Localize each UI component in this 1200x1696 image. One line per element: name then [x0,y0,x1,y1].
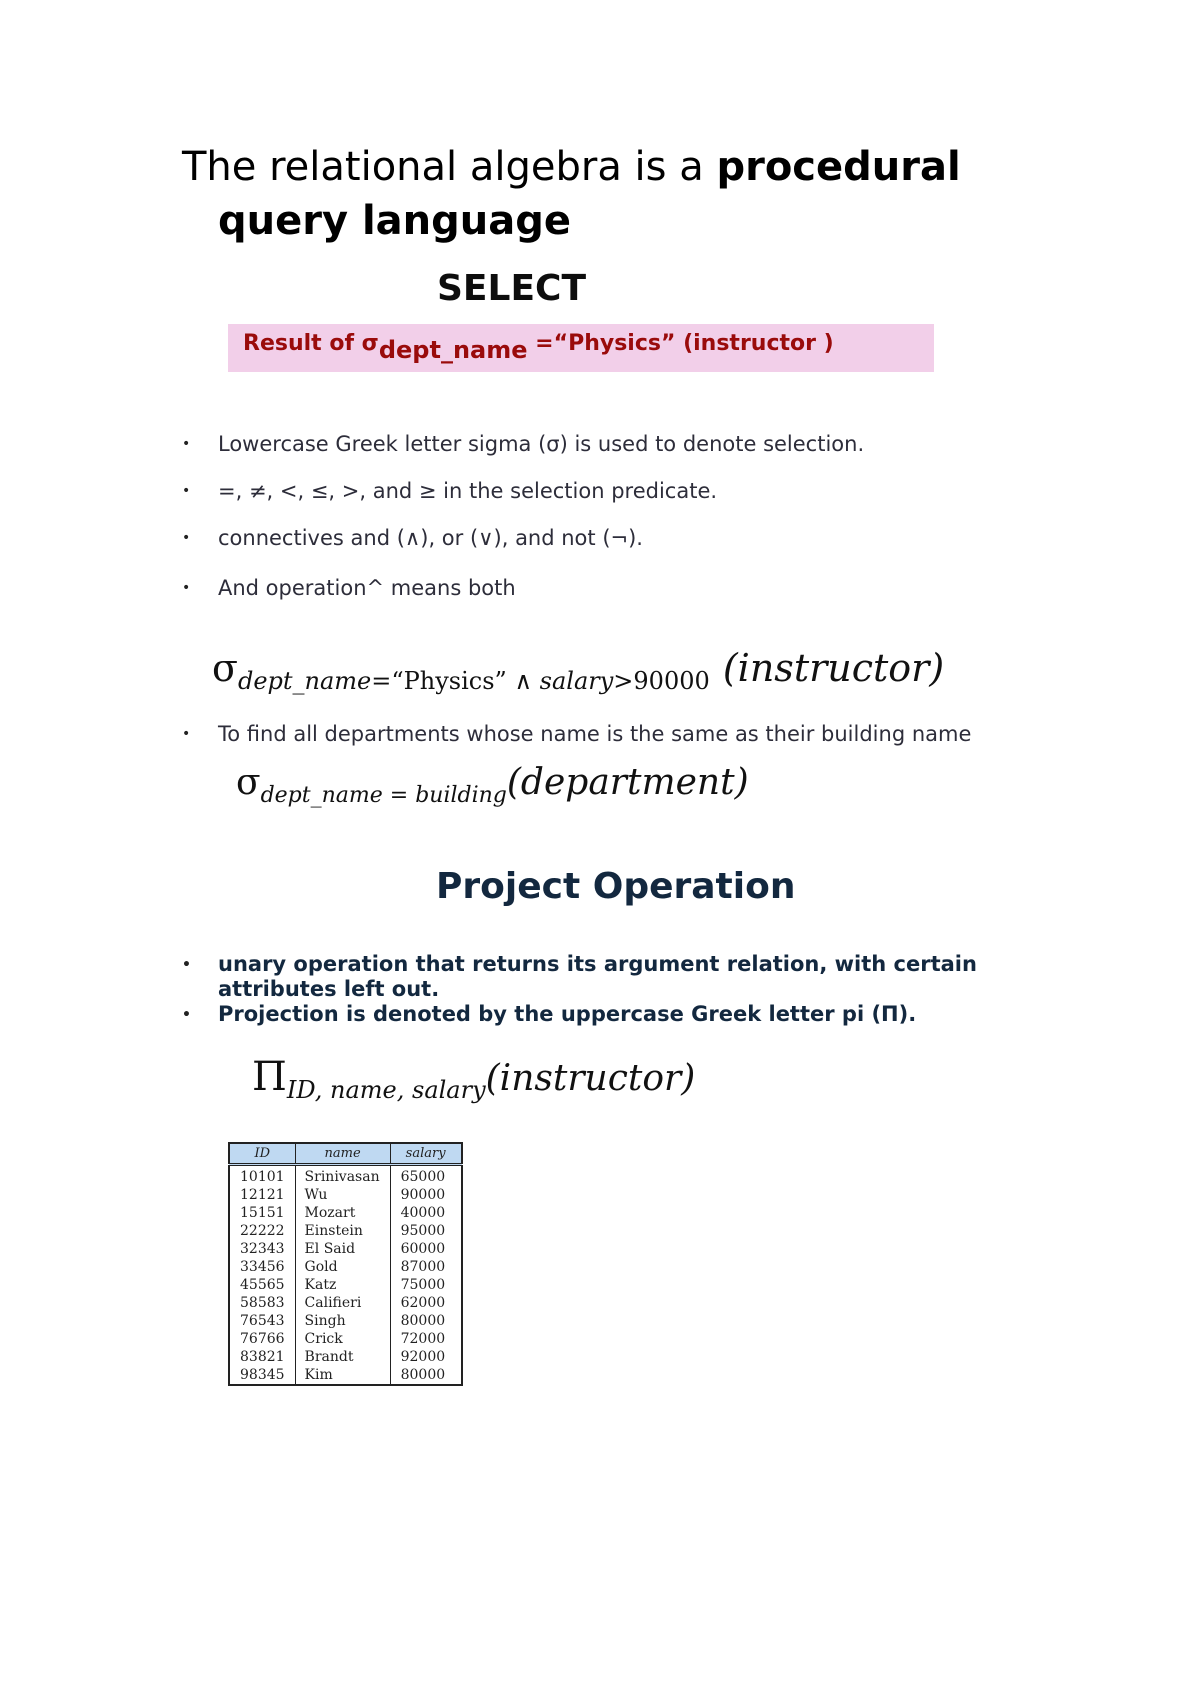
selection-formula-physics-salary: σdept_name=“Physics” ∧ salary>90000 (instructor) [212,646,945,695]
list-item: • connectives and (∧), or (∨), and not (¬). [182,526,643,550]
cell-name: Mozart [295,1204,390,1222]
bullet-icon: • [182,957,191,973]
page-title [182,140,1042,248]
table-row [229,1165,462,1187]
title-line-1: The relational algebra is a procedural [182,144,961,190]
result-box: Result of $\sigma_{dept\_name}$ =“Physics” (instructor ) [228,324,934,372]
table-row [229,1240,462,1258]
list-item: • To find all departments whose name is the same as their building name [182,722,972,746]
table-row [229,1294,462,1312]
list-item: • unary operation that returns its argument relation, with certain attributes left out. [182,952,977,1001]
cell-name: Srinivasan [295,1165,390,1187]
cell-name: Einstein [295,1222,390,1240]
table-row [229,1348,462,1366]
table-row [229,1258,462,1276]
column-header-salary: salary [390,1143,462,1165]
list-item: • Lowercase Greek letter sigma (σ) is used to denote selection. [182,432,865,456]
table-row [229,1222,462,1240]
cell-name: Califieri [295,1294,390,1312]
column-header-name: name [295,1143,390,1165]
list-item: • And operation^ means both [182,576,516,600]
cell-id: 22222 [240,1223,285,1239]
cell-salary: 92000 [390,1348,462,1366]
projection-formula: ΠID, name, salary(instructor) [252,1054,696,1104]
cell-salary: 75000 [390,1276,462,1294]
cell-name: Gold [295,1258,390,1276]
cell-salary: 80000 [390,1366,462,1385]
cell-salary: 62000 [390,1294,462,1312]
table-body [229,1165,462,1386]
cell-name: Katz [295,1276,390,1294]
table-row [229,1366,462,1385]
table-row [229,1330,462,1348]
table-row [229,1312,462,1330]
cell-name: El Said [295,1240,390,1258]
table-row [229,1186,462,1204]
bullet-icon: • [182,580,191,596]
cell-id: 12121 [240,1187,285,1203]
cell-id: 15151 [240,1205,285,1221]
cell-id: 76766 [240,1331,285,1347]
cell-id: 76543 [240,1313,285,1329]
cell-salary: 80000 [390,1312,462,1330]
cell-name: Kim [295,1366,390,1385]
cell-name: Wu [295,1186,390,1204]
list-item: • =, ≠, <, ≤, >, and ≥ in the selection predicate. [182,479,718,503]
select-heading: SELECT [437,268,587,309]
project-bullet-list [182,952,1042,1027]
cell-salary: 87000 [390,1258,462,1276]
cell-id: 83821 [240,1349,285,1365]
bullet-icon: • [182,436,191,452]
cell-id: 32343 [240,1241,285,1257]
bullet-icon: • [182,530,191,546]
bullet-icon: • [182,726,191,742]
selection-formula-building: σdept_name = building(department) [236,762,749,808]
cell-id: 98345 [240,1367,285,1383]
departments-bullet-list [182,722,1042,746]
cell-id: 45565 [240,1277,285,1293]
cell-salary: 72000 [390,1330,462,1348]
table-row [229,1276,462,1294]
column-header-id: ID [229,1143,295,1165]
cell-salary: 90000 [390,1186,462,1204]
table-row [229,1204,462,1222]
cell-id: 33456 [240,1259,285,1275]
instructor-projection-table [228,1142,463,1386]
cell-salary: 95000 [390,1222,462,1240]
bullet-icon: • [182,483,191,499]
cell-salary: 40000 [390,1204,462,1222]
cell-salary: 65000 [390,1165,462,1187]
list-item: • Projection is denoted by the uppercase Greek letter pi (Π). [182,1002,917,1026]
cell-id: 58583 [240,1295,285,1311]
project-operation-heading: Project Operation [436,866,796,907]
cell-name: Crick [295,1330,390,1348]
title-line-2: query language [218,198,572,244]
bullet-icon: • [182,1007,191,1023]
table-header-row [229,1143,462,1165]
cell-id: 10101 [240,1169,285,1185]
cell-salary: 60000 [390,1240,462,1258]
cell-name: Brandt [295,1348,390,1366]
cell-name: Singh [295,1312,390,1330]
select-bullet-list [182,432,1042,600]
